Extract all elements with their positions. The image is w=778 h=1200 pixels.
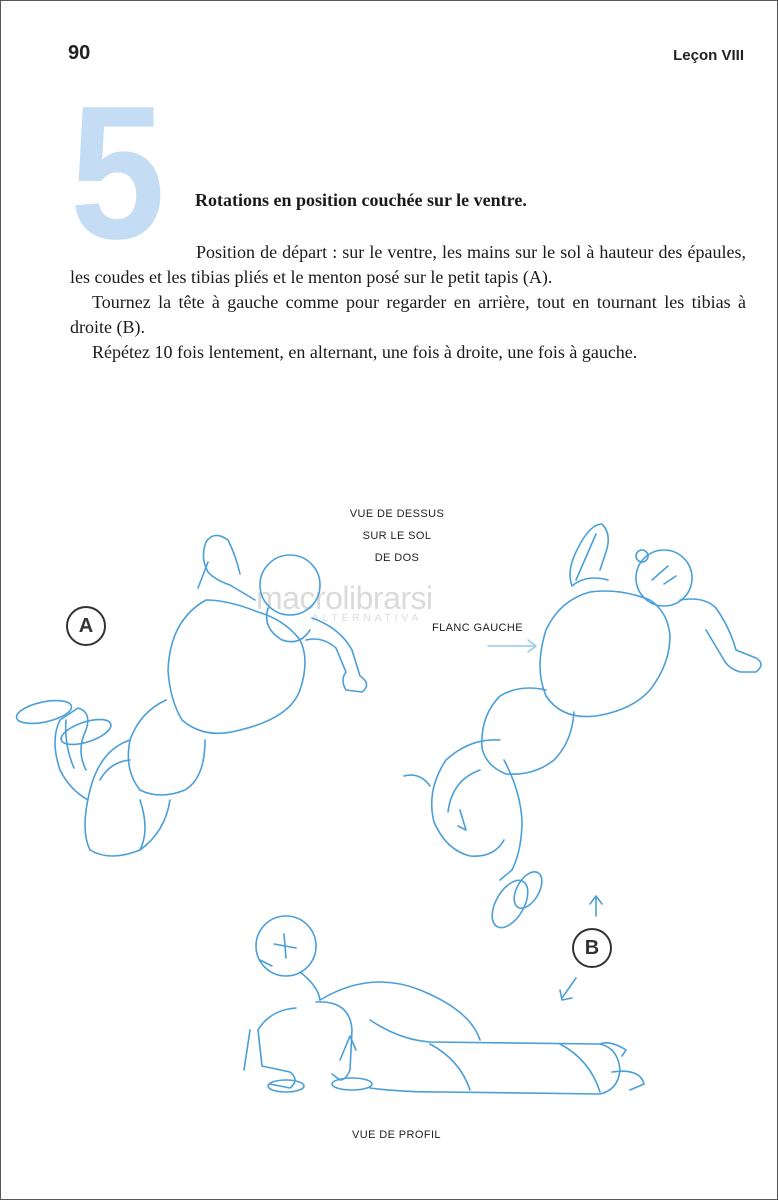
running-header: Leçon VIII <box>673 47 744 64</box>
instruction-paragraph: Position de départ : sur le ventre, les mains sur le sol à hauteur des épaules, les coudes et les tibias pliés et le menton posé sur le petit tapis (A). <box>70 242 746 287</box>
caption-line: VUE DE DESSUS <box>349 508 445 520</box>
exercise-title: Rotations en position couchée sur le ventre. <box>195 190 527 210</box>
figure-marker-b: B <box>572 928 612 968</box>
caption-left-flank: FLANC GAUCHE <box>432 622 523 634</box>
watermark-logo-text: macrolibrarsi <box>256 580 433 616</box>
caption-line: DE DOS <box>374 552 420 564</box>
caption-profile-view: VUE DE PROFIL <box>352 1129 441 1141</box>
figure-marker-a: A <box>66 606 106 646</box>
page-number: 90 <box>68 42 91 64</box>
watermark-tagline: ALTERNATIVA <box>312 613 423 624</box>
exercise-number: 5 <box>70 67 162 279</box>
figure-a-top-view <box>15 535 367 856</box>
instruction-paragraph: Tournez la tête à gauche comme pour regarder en arrière, tout en tournant les tibias à droite (B). <box>70 292 746 337</box>
caption-top-view <box>332 503 462 569</box>
caption-line: SUR LE SOL <box>362 530 432 542</box>
instruction-paragraph: Répétez 10 fois lentement, en alternant, une fois à droite, une fois à gauche. <box>92 342 638 362</box>
figure-b-top-view <box>404 524 761 934</box>
